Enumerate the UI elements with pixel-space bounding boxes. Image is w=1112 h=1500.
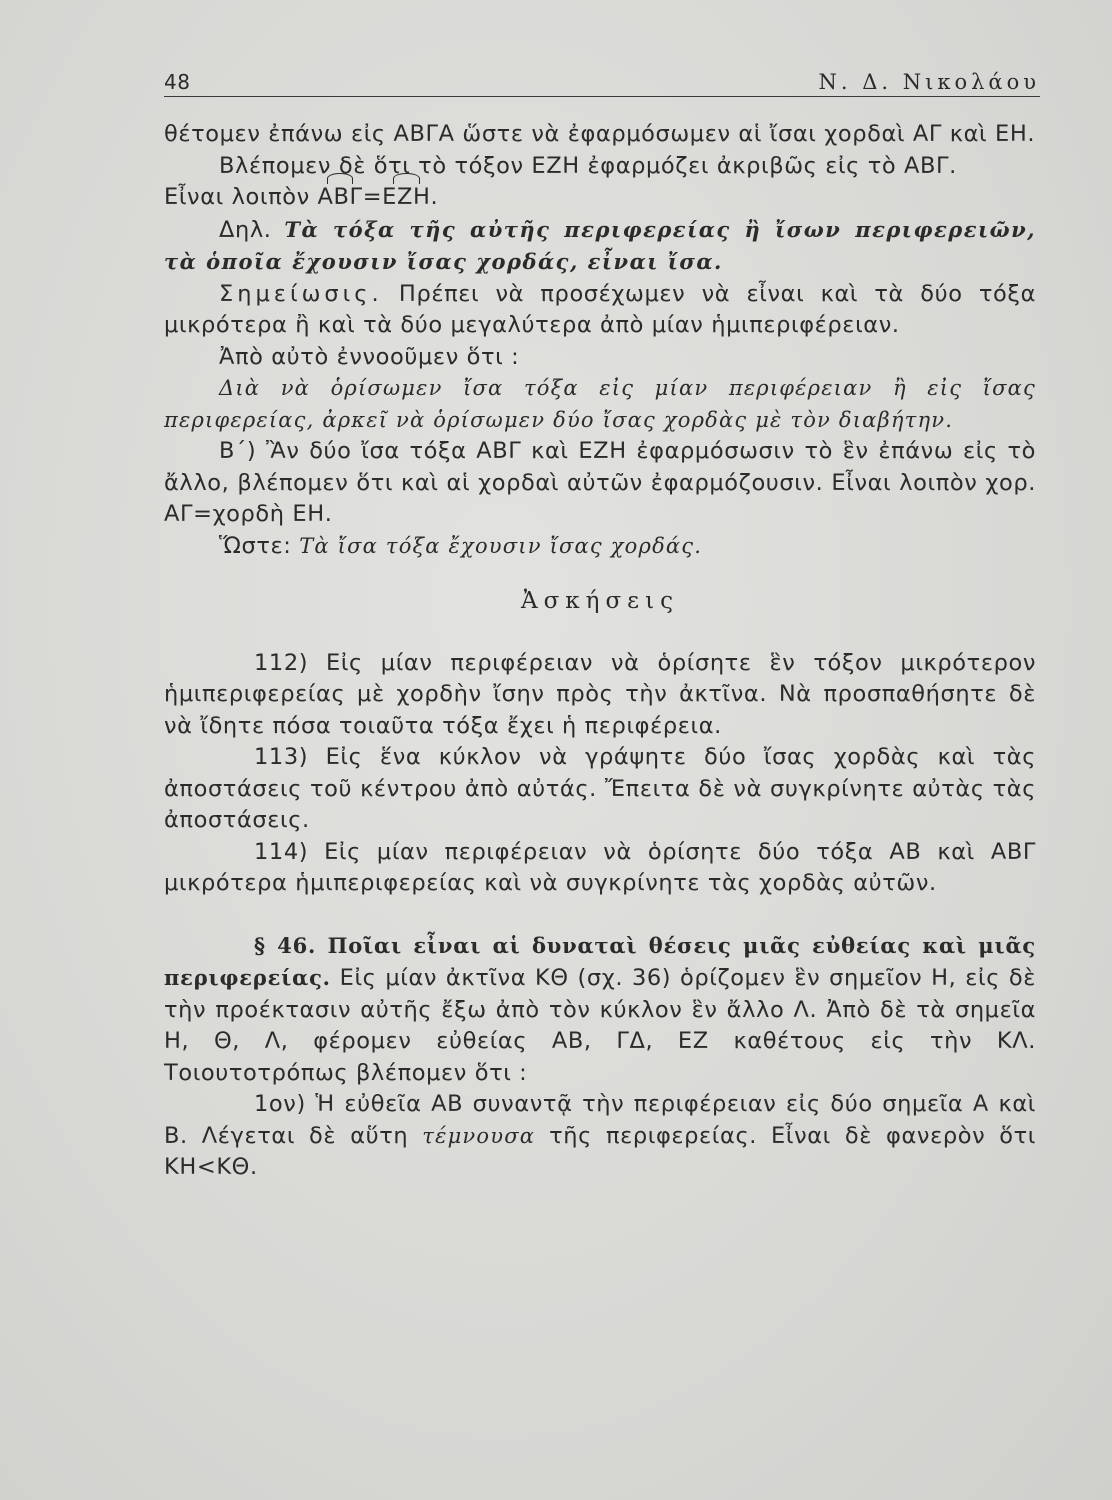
arc-equality-prefix: Εἶναι λοιπὸν	[164, 184, 318, 210]
page-number: 48	[164, 70, 191, 94]
arc-ezh: ΕΖΗ	[382, 182, 430, 214]
conclusion-paragraph	[164, 531, 1036, 563]
paragraph-arc-fit: Βλέπομεν δὲ ὅτι τὸ τόξον ΕΖΗ ἐφαρμόζει ἀκριβῶς εἰς τὸ ΑΒΓ.	[219, 152, 957, 179]
conclusion-emphasis: Τὰ ἴσα τόξα ἔχουσιν ἴσας χορδάς.	[299, 533, 703, 558]
rule-emphasis: Διὰ νὰ ὁρίσωμεν ἴσα τόξα εἰς μίαν περιφέρειαν ἢ εἰς ἴσας περιφερείας, ἀρκεῖ νὰ ὁρίσωμεν δύο ἴσας χορδὰς μὲ τὸν διαβήτην.	[164, 376, 1036, 432]
case-1-paragraph	[164, 1089, 1036, 1184]
equals-sign: =	[362, 184, 383, 210]
theorem-lead: Δηλ.	[219, 216, 285, 243]
paragraph-arc-equality	[164, 182, 1036, 214]
exercise-113: 113) Εἰς ἕνα κύκλον νὰ γράψητε δύο ἴσας χορδὰς καὶ τὰς ἀποστάσεις τοῦ κέντρου ἀπὸ αὐτάς. Ἔπειτα δὲ νὰ συγκρίνητε αὐτὰς τὰς ἀποστάσεις.	[164, 744, 1036, 833]
note-text: Πρέπει νὰ προσέχωμεν νὰ εἶναι καὶ τὰ δύο τόξα μικρότερα ἢ καὶ τὰ δύο μεγαλύτερα ἀπὸ μίαν ἡμιπεριφέρειαν.	[164, 280, 1036, 338]
paragraph-continuation: θέτομεν ἐπάνω εἰς ΑΒΓΑ ὥστε νὰ ἐφαρμόσωμεν αἱ ἴσαι χορδαὶ ΑΓ καὶ ΕΗ.	[164, 121, 1036, 147]
page-body	[164, 119, 1036, 1184]
exercise-114: 114) Εἰς μίαν περιφέρειαν νὰ ὁρίσητε δύο τόξα ΑΒ καὶ ΑΒΓ μικρότερα ἡμιπεριφερείας καὶ νὰ συγκρίνητε τὰς χορδὰς αὐτῶν.	[164, 838, 1036, 896]
case-1-prefix: 1ον) Ἡ εὐθεῖα ΑΒ συναντᾷ τὴν περιφέρειαν εἰς δύο σημεῖα Α καὶ Β. Λέγεται δὲ αὕτη	[164, 1091, 1036, 1149]
case-1-suffix: τῆς περιφερείας. Εἶναι δὲ φανερὸν ὅτι ΚΗ<ΚΘ.	[164, 1122, 1037, 1180]
note-paragraph	[164, 279, 1036, 342]
page-header	[164, 70, 1040, 97]
theorem-statement	[164, 214, 1036, 279]
theorem-emphasis: Τὰ τόξα τῆς αὐτῆς περιφερείας ἢ ἴσων περιφερειῶν, τὰ ὁποῖα ἔχουσιν ἴσας χορδάς, εἶναι ἴσα.	[164, 216, 1036, 274]
section-46-title: § 46. Ποῖαι εἶναι αἱ δυναταὶ θέσεις μιᾶς εὐθείας καὶ μιᾶς περιφερείας.	[164, 932, 1036, 990]
rule-statement	[164, 373, 1036, 436]
section-46-paragraph	[164, 930, 1036, 1090]
paragraph-intro: Ἀπὸ αὐτὸ ἐννοοῦμεν ὅτι :	[219, 343, 520, 370]
conclusion-lead: Ὥστε:	[219, 532, 300, 559]
arc-abg: ΑΒΓ	[318, 182, 363, 214]
note-label: Σημείωσις.	[219, 280, 383, 307]
arc-equality-suffix: .	[430, 184, 439, 210]
exercises-heading: Ἀσκήσεις	[521, 588, 679, 614]
case-1-term: τέμνουσα	[422, 1123, 536, 1148]
exercise-112: 112) Εἰς μίαν περιφέρειαν νὰ ὁρίσητε ἓν τόξον μικρότερον ἡμιπεριφερείας μὲ χορδὴν ἴσην πρὸς τὴν ἀκτῖνα. Νὰ προσπαθήσητε δὲ νὰ ἴδητε πόσα τοιαῦτα τόξα ἔχει ἡ περιφέρεια.	[164, 649, 1036, 739]
section-46-text: Εἰς μίαν ἀκτῖνα ΚΘ (σχ. 36) ὁρίζομεν ἓν σημεῖον Η, εἰς δὲ τὴν προέκτασιν αὐτῆς ἔξω ἀπὸ τὸν κύκλον ἓν ἄλλο Λ. Ἀπὸ δὲ τὰ σημεῖα Η, Θ, Λ, φέρομεν εὐθείας ΑΒ, ΓΔ, ΕΖ καθέτους εἰς τὴν ΚΛ. Τοιουτοτρόπως βλέπομεν ὅτι :	[164, 965, 1036, 1086]
paragraph-converse: Β΄) Ἂν δύο ἴσα τόξα ΑΒΓ καὶ ΕΖΗ ἐφαρμόσωσιν τὸ ἓν ἐπάνω εἰς τὸ ἄλλο, βλέπομεν ὅτι καὶ αἱ χορδαὶ αὐτῶν ἐφαρμόζουσιν. Εἶναι λοιπὸν χορ. ΑΓ=χορδὴ ΕΗ.	[164, 438, 1036, 527]
running-head: Ν. Δ. Νικολάου	[818, 70, 1040, 94]
